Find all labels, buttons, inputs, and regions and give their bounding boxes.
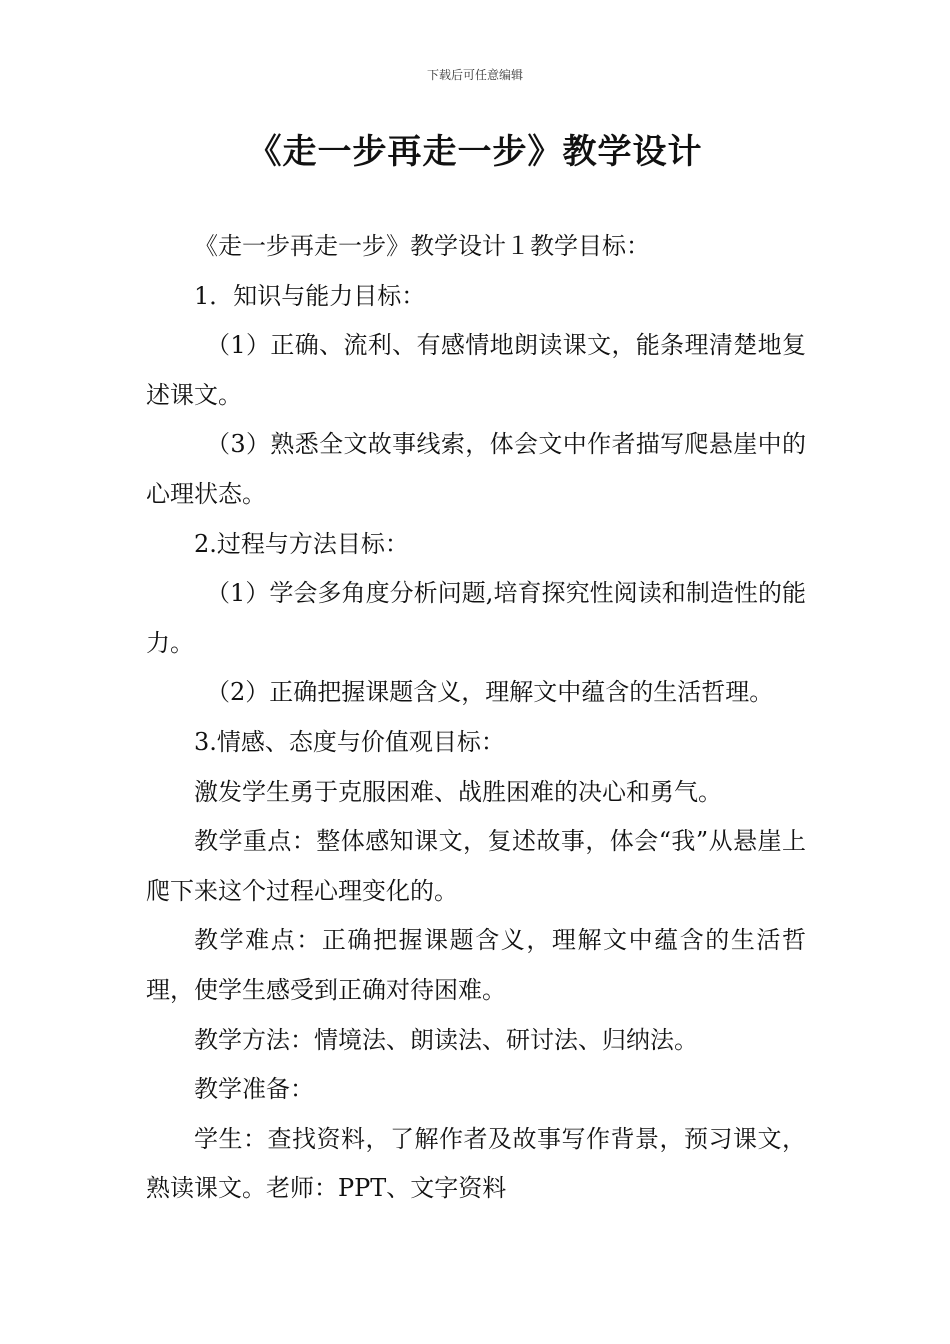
paragraph-preparation-text: 学生：查找资料，了解作者及故事写作背景，预习课文，熟读课文。老师：PPT、文字资料 bbox=[146, 1124, 806, 1203]
paragraph-goal-2-item-1: （1）学会多角度分析问题,培育探究性阅读和制造性的能力。 bbox=[146, 579, 806, 657]
paragraph-goal-1-item-1: （1）正确、流利、有感情地朗读课文，能条理清楚地复述课文。 bbox=[146, 331, 806, 409]
paragraph-goal-3-heading: 3.情感、态度与价值观目标： bbox=[194, 727, 505, 756]
document-title: 《走一步再走一步》教学设计 bbox=[247, 132, 703, 172]
header-note: 下载后可任意编辑 bbox=[426, 68, 523, 82]
paragraph-key-points: 教学重点：整体感知课文，复述故事，体会“我”从悬崖上爬下来这个过程心理变化的。 bbox=[146, 827, 806, 905]
paragraph-goal-2-item-2: （2）正确把握课题含义，理解文中蕴含的生活哲理。 bbox=[206, 678, 774, 707]
paragraph-goal-2-heading: 2.过程与方法目标： bbox=[194, 529, 409, 558]
paragraph-methods: 教学方法：情境法、朗读法、研讨法、归纳法。 bbox=[194, 1025, 698, 1054]
paragraph-difficulties: 教学难点：正确把握课题含义，理解文中蕴含的生活哲理，使学生感受到正确对待困难。 bbox=[146, 926, 806, 1004]
paragraph-goal-1-heading: 1．知识与能力目标： bbox=[194, 281, 426, 310]
paragraph-preparation-heading: 教学准备： bbox=[194, 1075, 314, 1104]
paragraph-intro: 《走一步再走一步》教学设计１教学目标： bbox=[194, 232, 650, 260]
document-body bbox=[146, 222, 806, 1214]
paragraph-goal-3-text: 激发学生勇于克服困难、战胜困难的决心和勇气。 bbox=[194, 777, 722, 806]
paragraph-goal-1-item-3: （3）熟悉全文故事线索，体会文中作者描写爬悬崖中的心理状态。 bbox=[146, 430, 806, 508]
